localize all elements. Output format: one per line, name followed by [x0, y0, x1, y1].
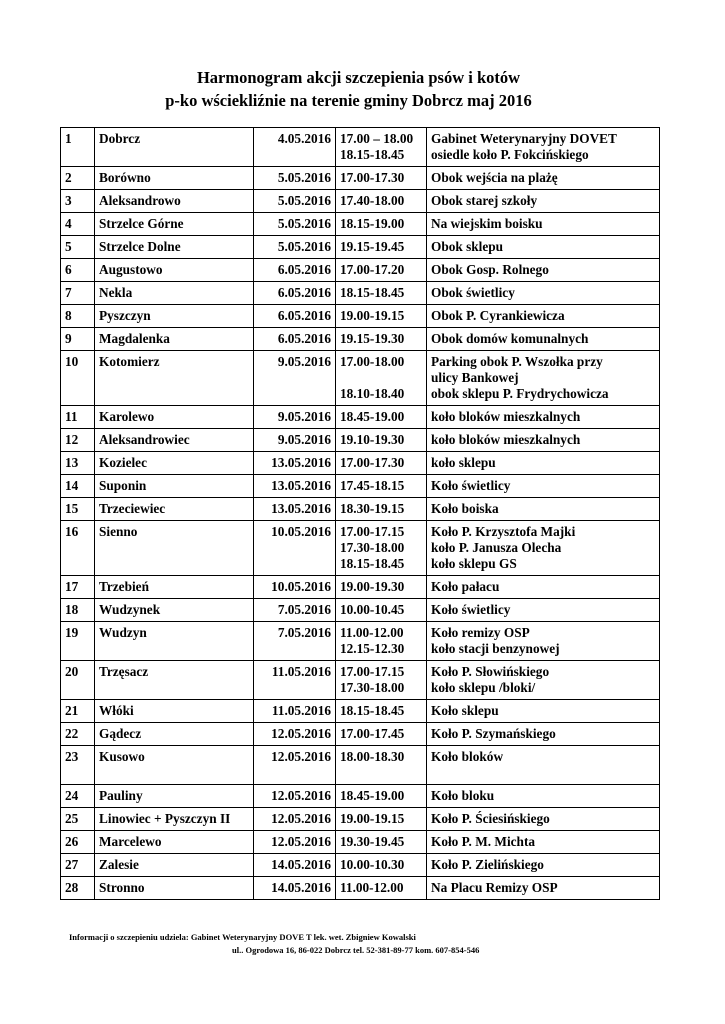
- place-name: Dobrcz: [95, 128, 254, 167]
- place-name: Borówno: [95, 167, 254, 190]
- table-row: [61, 746, 660, 785]
- time-slots: [336, 167, 427, 190]
- vaccination-location: Obok Gosp. Rolnego: [431, 262, 549, 277]
- vaccination-locations: [427, 746, 660, 785]
- row-number: 16: [61, 521, 95, 576]
- row-number: 22: [61, 723, 95, 746]
- vaccination-date: 7.05.2016: [254, 622, 336, 661]
- vaccination-locations: [427, 622, 660, 661]
- vaccination-location: osiedle koło P. Fokcińskiego: [431, 147, 589, 162]
- time-slots: [336, 808, 427, 831]
- time-slot: 18.00-18.30: [340, 749, 405, 764]
- vaccination-date: 14.05.2016: [254, 854, 336, 877]
- vaccination-locations: [427, 785, 660, 808]
- row-number: 15: [61, 498, 95, 521]
- time-slots: [336, 700, 427, 723]
- row-number: 25: [61, 808, 95, 831]
- time-slot: 18.45-19.00: [340, 409, 405, 424]
- time-slots: [336, 854, 427, 877]
- vaccination-date: 12.05.2016: [254, 746, 336, 785]
- time-slots: [336, 576, 427, 599]
- time-slot: 19.30-19.45: [340, 834, 405, 849]
- time-slots: [336, 452, 427, 475]
- vaccination-date: 10.05.2016: [254, 521, 336, 576]
- vaccination-locations: [427, 213, 660, 236]
- time-slot: 19.00-19.30: [340, 579, 405, 594]
- vaccination-location: Na Placu Remizy OSP: [431, 880, 558, 895]
- time-slot: 17.30-18.00: [340, 680, 405, 695]
- vaccination-date: 11.05.2016: [254, 661, 336, 700]
- vaccination-locations: [427, 328, 660, 351]
- row-number: 6: [61, 259, 95, 282]
- vaccination-date: 14.05.2016: [254, 877, 336, 900]
- time-slots: [336, 406, 427, 429]
- time-slot: 19.15-19.45: [340, 239, 405, 254]
- time-slot: 17.45-18.15: [340, 478, 405, 493]
- table-row: [61, 622, 660, 661]
- vaccination-location: Koło P. Krzysztofa Majki: [431, 524, 576, 539]
- time-slot: 17.40-18.00: [340, 193, 405, 208]
- vaccination-date: 5.05.2016: [254, 190, 336, 213]
- row-number: 7: [61, 282, 95, 305]
- vaccination-locations: [427, 429, 660, 452]
- time-slots: [336, 475, 427, 498]
- time-slots: [336, 723, 427, 746]
- table-row: [61, 599, 660, 622]
- time-slot: 18.15-18.45: [340, 703, 405, 718]
- vaccination-date: 13.05.2016: [254, 498, 336, 521]
- vaccination-date: 6.05.2016: [254, 282, 336, 305]
- place-name: Augustowo: [95, 259, 254, 282]
- table-row: [61, 128, 660, 167]
- vaccination-locations: [427, 167, 660, 190]
- row-number: 20: [61, 661, 95, 700]
- vaccination-date: 5.05.2016: [254, 213, 336, 236]
- vaccination-locations: [427, 700, 660, 723]
- row-number: 1: [61, 128, 95, 167]
- time-slots: [336, 236, 427, 259]
- time-slot: 17.00-18.00: [340, 354, 405, 369]
- table-row: [61, 282, 660, 305]
- time-slots: [336, 190, 427, 213]
- place-name: Zalesie: [95, 854, 254, 877]
- place-name: Kusowo: [95, 746, 254, 785]
- vaccination-date: 12.05.2016: [254, 808, 336, 831]
- time-slots: [336, 282, 427, 305]
- vaccination-locations: [427, 128, 660, 167]
- table-row: [61, 521, 660, 576]
- row-number: 26: [61, 831, 95, 854]
- place-name: Karolewo: [95, 406, 254, 429]
- time-slots: [336, 498, 427, 521]
- vaccination-date: 6.05.2016: [254, 328, 336, 351]
- vaccination-location: koło bloków mieszkalnych: [431, 409, 581, 424]
- time-slot: 17.00-17.45: [340, 726, 405, 741]
- time-slot: 18.10-18.40: [340, 386, 405, 401]
- time-slots: [336, 599, 427, 622]
- vaccination-locations: [427, 723, 660, 746]
- vaccination-location: Koło pałacu: [431, 579, 500, 594]
- time-slot: 17.00-17.15: [340, 664, 405, 679]
- vaccination-location: koło sklepu: [431, 455, 496, 470]
- vaccination-location: Na wiejskim boisku: [431, 216, 543, 231]
- vaccination-location: ulicy Bankowej: [431, 370, 519, 385]
- time-slots: [336, 661, 427, 700]
- footer-contact-line-2: ul.. Ogrodowa 16, 86-022 Dobrcz tel. 52-381-89-77 kom. 607-854-546: [232, 945, 480, 955]
- table-row: [61, 236, 660, 259]
- vaccination-location: Koło P. M. Michta: [431, 834, 536, 849]
- vaccination-location: Koło boiska: [431, 501, 499, 516]
- place-name: Strzelce Dolne: [95, 236, 254, 259]
- table-row: [61, 854, 660, 877]
- vaccination-date: 13.05.2016: [254, 475, 336, 498]
- time-slots: [336, 785, 427, 808]
- vaccination-location: Obok starej szkoły: [431, 193, 538, 208]
- row-number: 5: [61, 236, 95, 259]
- place-name: Trzęsacz: [95, 661, 254, 700]
- vaccination-location: Koło P. Zielińskiego: [431, 857, 544, 872]
- place-name: Wudzyn: [95, 622, 254, 661]
- time-slot: 10.00-10.30: [340, 857, 405, 872]
- row-number: 28: [61, 877, 95, 900]
- row-number: 12: [61, 429, 95, 452]
- row-number: 18: [61, 599, 95, 622]
- time-slots: [336, 213, 427, 236]
- vaccination-locations: [427, 236, 660, 259]
- vaccination-location: Koło P. Ściesińskiego: [431, 811, 550, 826]
- time-slot: 11.00-12.00: [340, 625, 404, 640]
- time-slot: 19.15-19.30: [340, 331, 405, 346]
- place-name: Strzelce Górne: [95, 213, 254, 236]
- time-slots: [336, 622, 427, 661]
- vaccination-location: Obok wejścia na plażę: [431, 170, 558, 185]
- place-name: Suponin: [95, 475, 254, 498]
- table-row: [61, 661, 660, 700]
- time-slot: [340, 370, 422, 386]
- vaccination-location: Koło remizy OSP: [431, 625, 530, 640]
- document-title-line-1: Harmonogram akcji szczepienia psów i kotów: [196, 68, 521, 87]
- vaccination-date: 5.05.2016: [254, 167, 336, 190]
- table-row: [61, 723, 660, 746]
- vaccination-location: koło sklepu GS: [431, 556, 517, 571]
- table-row: [61, 452, 660, 475]
- vaccination-location: Parking obok P. Wszołka przy: [431, 354, 603, 369]
- place-name: Gądecz: [95, 723, 254, 746]
- vaccination-location: koło stacji benzynowej: [431, 641, 560, 656]
- vaccination-locations: [427, 282, 660, 305]
- vaccination-locations: [427, 498, 660, 521]
- place-name: Trzebień: [95, 576, 254, 599]
- vaccination-locations: [427, 406, 660, 429]
- time-slot: 19.10-19.30: [340, 432, 405, 447]
- table-row: [61, 190, 660, 213]
- row-number: 10: [61, 351, 95, 406]
- place-name: Kotomierz: [95, 351, 254, 406]
- vaccination-date: 10.05.2016: [254, 576, 336, 599]
- vaccination-date: 11.05.2016: [254, 700, 336, 723]
- place-name: Nekla: [95, 282, 254, 305]
- row-number: 14: [61, 475, 95, 498]
- row-number: 27: [61, 854, 95, 877]
- time-slots: [336, 328, 427, 351]
- time-slot: 11.00-12.00: [340, 880, 404, 895]
- vaccination-date: 5.05.2016: [254, 236, 336, 259]
- table-row: [61, 498, 660, 521]
- time-slot: 18.15-18.45: [340, 147, 405, 162]
- vaccination-location: Koło P. Szymańskiego: [431, 726, 556, 741]
- time-slots: [336, 831, 427, 854]
- place-name: Stronno: [95, 877, 254, 900]
- row-number: 9: [61, 328, 95, 351]
- time-slot: 19.00-19.15: [340, 811, 405, 826]
- place-name: Marcelewo: [95, 831, 254, 854]
- footer-contact-line-1: Informacji o szczepieniu udziela: Gabinet Weterynaryjny DOVE T lek. wet. Zbigniew Kowalski: [69, 932, 416, 942]
- row-number: 23: [61, 746, 95, 785]
- vaccination-locations: [427, 661, 660, 700]
- vaccination-locations: [427, 877, 660, 900]
- vaccination-date: 12.05.2016: [254, 831, 336, 854]
- place-name: Włóki: [95, 700, 254, 723]
- place-name: Aleksandrowiec: [95, 429, 254, 452]
- time-slots: [336, 877, 427, 900]
- place-name: Kozielec: [95, 452, 254, 475]
- vaccination-date: 13.05.2016: [254, 452, 336, 475]
- place-name: Sienno: [95, 521, 254, 576]
- time-slot: 12.15-12.30: [340, 641, 405, 656]
- vaccination-locations: [427, 854, 660, 877]
- time-slots: [336, 305, 427, 328]
- vaccination-date: 4.05.2016: [254, 128, 336, 167]
- place-name: Pauliny: [95, 785, 254, 808]
- time-slot: 18.15-18.45: [340, 556, 405, 571]
- time-slot: 17.00-17.20: [340, 262, 405, 277]
- time-slot: 18.30-19.15: [340, 501, 405, 516]
- row-number: 21: [61, 700, 95, 723]
- row-number: 3: [61, 190, 95, 213]
- time-slot: 18.15-19.00: [340, 216, 405, 231]
- time-slot: 19.00-19.15: [340, 308, 405, 323]
- time-slot: [340, 765, 422, 781]
- vaccination-locations: [427, 831, 660, 854]
- place-name: Trzeciewiec: [95, 498, 254, 521]
- vaccination-locations: [427, 452, 660, 475]
- time-slots: [336, 128, 427, 167]
- vaccination-location: koło sklepu /bloki/: [431, 680, 536, 695]
- time-slot: 17.00-17.15: [340, 524, 405, 539]
- row-number: 4: [61, 213, 95, 236]
- table-row: [61, 877, 660, 900]
- vaccination-location: Koło P. Słowińskiego: [431, 664, 550, 679]
- vaccination-location: koło P. Janusza Olecha: [431, 540, 562, 555]
- vaccination-location: Koło świetlicy: [431, 602, 511, 617]
- vaccination-location: [431, 765, 655, 781]
- vaccination-location: Koło bloku: [431, 788, 495, 803]
- vaccination-locations: [427, 475, 660, 498]
- table-row: [61, 429, 660, 452]
- table-row: [61, 167, 660, 190]
- table-row: [61, 351, 660, 406]
- vaccination-locations: [427, 351, 660, 406]
- vaccination-date: 12.05.2016: [254, 785, 336, 808]
- time-slot: 17.00-17.30: [340, 170, 405, 185]
- vaccination-locations: [427, 305, 660, 328]
- vaccination-location: Obok P. Cyrankiewicza: [431, 308, 565, 323]
- row-number: 19: [61, 622, 95, 661]
- vaccination-location: koło bloków mieszkalnych: [431, 432, 581, 447]
- vaccination-date: 9.05.2016: [254, 406, 336, 429]
- time-slot: 17.30-18.00: [340, 540, 405, 555]
- table-row: [61, 213, 660, 236]
- time-slot: 17.00 – 18.00: [340, 131, 414, 146]
- vaccination-date: 9.05.2016: [254, 429, 336, 452]
- vaccination-locations: [427, 190, 660, 213]
- vaccination-locations: [427, 808, 660, 831]
- time-slots: [336, 351, 427, 406]
- schedule-rows: [61, 128, 660, 900]
- time-slot: 10.00-10.45: [340, 602, 405, 617]
- row-number: 11: [61, 406, 95, 429]
- vaccination-location: Obok sklepu: [431, 239, 504, 254]
- place-name: Magdalenka: [95, 328, 254, 351]
- time-slots: [336, 429, 427, 452]
- vaccination-date: 12.05.2016: [254, 723, 336, 746]
- vaccination-location: Koło świetlicy: [431, 478, 511, 493]
- vaccination-locations: [427, 521, 660, 576]
- time-slot: 17.00-17.30: [340, 455, 405, 470]
- table-row: [61, 475, 660, 498]
- vaccination-location: obok sklepu P. Frydrychowicza: [431, 386, 609, 401]
- time-slot: 18.15-18.45: [340, 285, 405, 300]
- time-slots: [336, 746, 427, 785]
- place-name: Linowiec + Pyszczyn II: [95, 808, 254, 831]
- table-row: [61, 328, 660, 351]
- vaccination-location: Koło sklepu: [431, 703, 499, 718]
- table-row: [61, 700, 660, 723]
- time-slots: [336, 521, 427, 576]
- table-row: [61, 406, 660, 429]
- schedule-table: [60, 127, 660, 900]
- row-number: 24: [61, 785, 95, 808]
- row-number: 2: [61, 167, 95, 190]
- place-name: Wudzynek: [95, 599, 254, 622]
- vaccination-date: 9.05.2016: [254, 351, 336, 406]
- vaccination-locations: [427, 259, 660, 282]
- vaccination-location: Obok domów komunalnych: [431, 331, 589, 346]
- vaccination-date: 7.05.2016: [254, 599, 336, 622]
- row-number: 17: [61, 576, 95, 599]
- time-slot: 18.45-19.00: [340, 788, 405, 803]
- vaccination-date: 6.05.2016: [254, 259, 336, 282]
- vaccination-locations: [427, 576, 660, 599]
- time-slots: [336, 259, 427, 282]
- vaccination-locations: [427, 599, 660, 622]
- row-number: 8: [61, 305, 95, 328]
- vaccination-location: Koło bloków: [431, 749, 504, 764]
- row-number: 13: [61, 452, 95, 475]
- table-row: [61, 785, 660, 808]
- place-name: Aleksandrowo: [95, 190, 254, 213]
- table-row: [61, 305, 660, 328]
- vaccination-location: Gabinet Weterynaryjny DOVET: [431, 131, 617, 146]
- vaccination-location: Obok świetlicy: [431, 285, 515, 300]
- table-row: [61, 831, 660, 854]
- place-name: Pyszczyn: [95, 305, 254, 328]
- document-title-line-2: p-ko wściekliźnie na terenie gminy Dobrcz maj 2016: [165, 91, 532, 110]
- vaccination-date: 6.05.2016: [254, 305, 336, 328]
- table-row: [61, 259, 660, 282]
- table-row: [61, 808, 660, 831]
- table-row: [61, 576, 660, 599]
